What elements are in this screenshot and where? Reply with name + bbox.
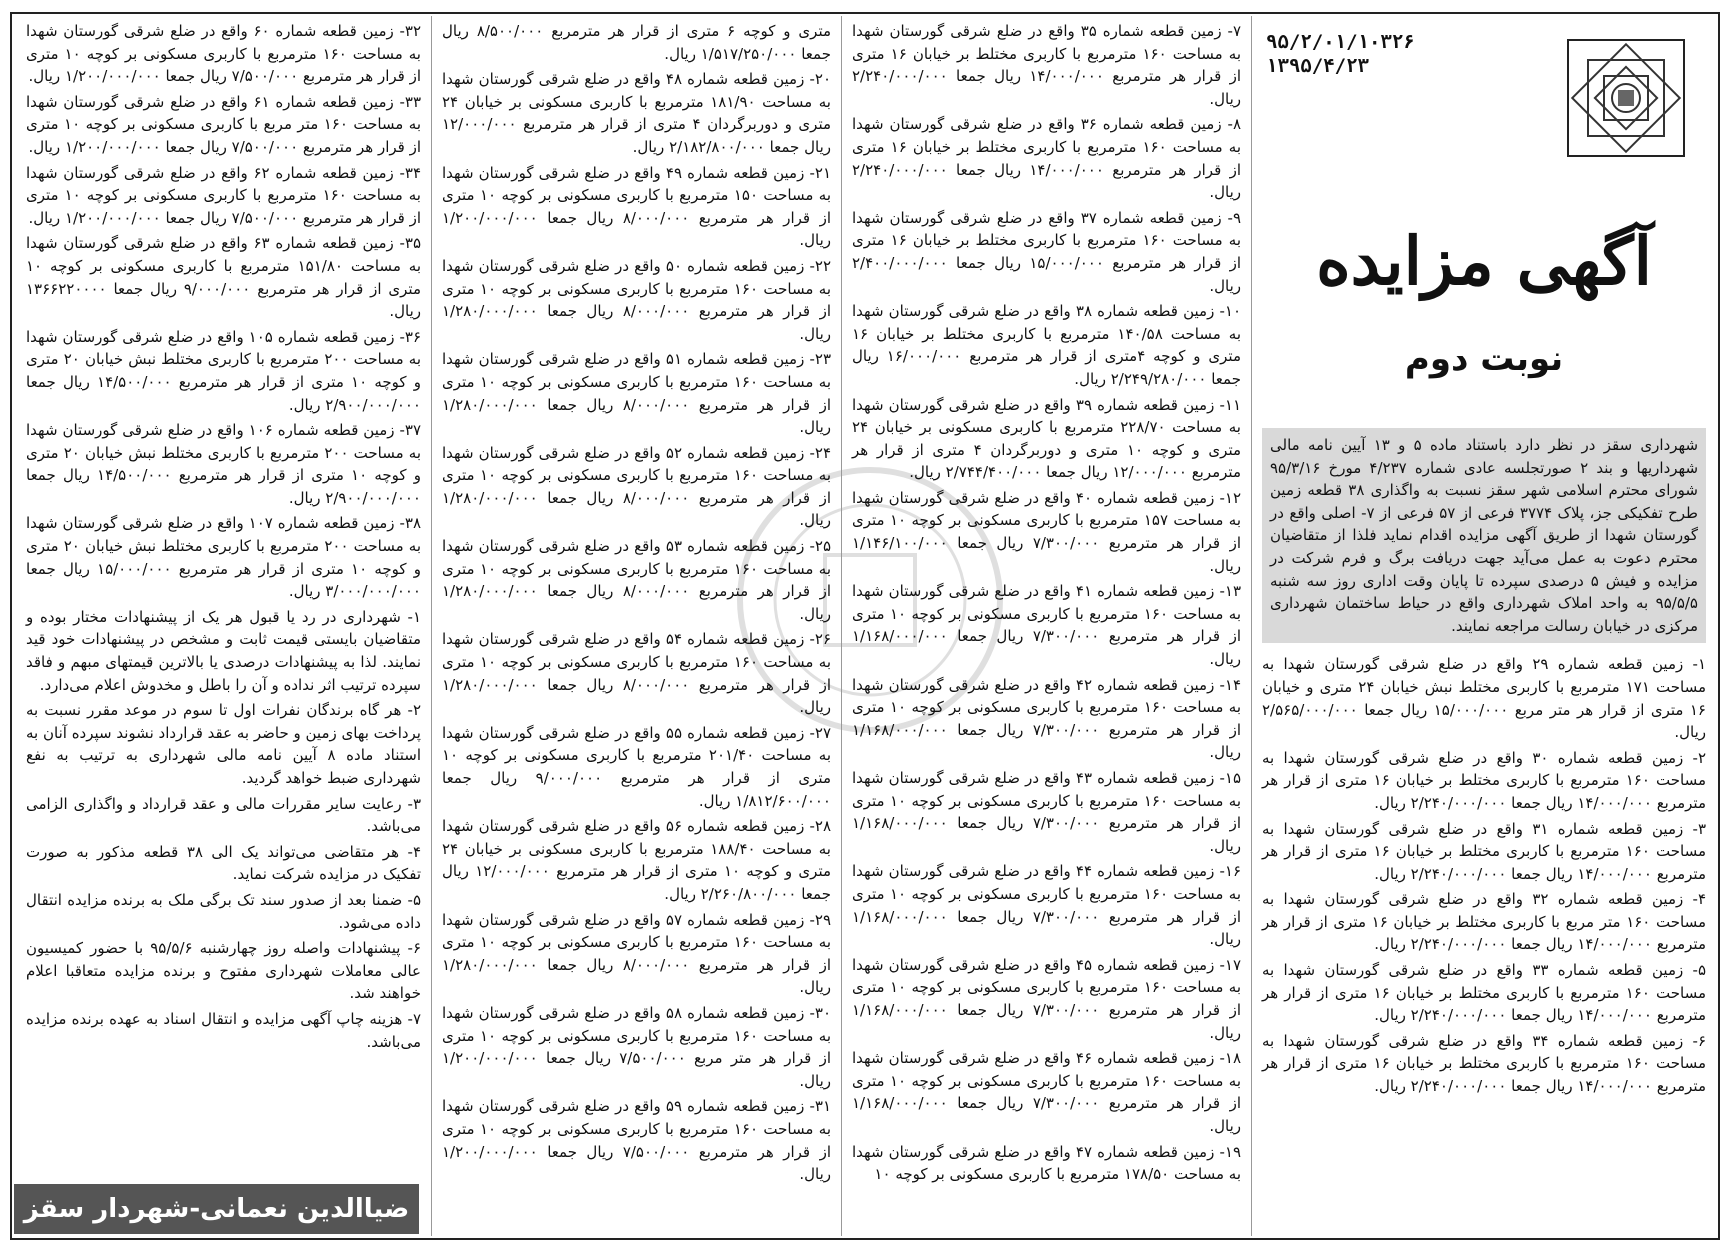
column-4 bbox=[1251, 16, 1716, 1236]
notice-subtitle: نوبت دوم bbox=[1404, 339, 1564, 379]
column-2 bbox=[431, 16, 841, 1236]
condition-item: ۳- رعایت سایر مقررات مالی و عقد قرارداد و واگذاری الزامی می‌باشد. bbox=[26, 794, 421, 836]
list-item: ۱۳- زمین قطعه شماره ۴۱ واقع در ضلع شرقی گورستان شهدا به مساحت ۱۶۰ مترمربع با کاربری مسکونی بر کوچه ۱۰ متری از قرار هر مترمربع ۷/۳۰۰/۰۰۰ ریال جمعا ۱/۱۶۸/۰۰۰/۰۰۰ ریال. bbox=[852, 582, 1242, 669]
col4-list bbox=[1262, 653, 1706, 1097]
list-item: ۱۶- زمین قطعه شماره ۴۴ واقع در ضلع شرقی گورستان شهدا به مساحت ۱۶۰ مترمربع با کاربری مسکونی بر کوچه ۱۰ متری از قرار هر مترمربع ۷/۳۰۰/۰۰۰ ریال جمعا ۱/۱۶۸/۰۰۰/۰۰۰ ریال. bbox=[852, 862, 1242, 949]
reference-number: ۹۵/۲/۰۱/۱۰۳۲۶ bbox=[1266, 31, 1415, 53]
list-item: ۲۸- زمین قطعه شماره ۵۶ واقع در ضلع شرقی گورستان شهدا به مساحت ۱۸۸/۴۰ مترمربع با کاربری مسکونی بر خیابان ۲۴ متری و کوچه ۱۰ متری از قرار هر مترمربع ۱۲/۰۰۰/۰۰۰ ریال جمعا ۲/۲۶۰/۸۰۰/۰۰۰ ریال. bbox=[442, 817, 832, 903]
condition-item: ۱- شهرداری در رد یا قبول هر یک از پیشنهادات مختار بوده و متقاضیان بایستی قیمت ثابت و مشخص در پیشنهادات خود قید نمایند. لذا به پیشنهادات درصدی یا بالاترین قیمتهای مبهم و فاقد سپرده ترتیب اثر نداده و آن را باطل و مخدوش اعلام می‌دارد. bbox=[26, 607, 421, 694]
list-item: ۱۵- زمین قطعه شماره ۴۳ واقع در ضلع شرقی گورستان شهدا به مساحت ۱۶۰ مترمربع با کاربری مسکونی بر کوچه ۱۰ متری از قرار هر مترمربع ۷/۳۰۰/۰۰۰ ریال جمعا ۱/۱۶۸/۰۰۰/۰۰۰ ریال. bbox=[852, 769, 1242, 855]
list-item: ۱۱- زمین قطعه شماره ۳۹ واقع در ضلع شرقی گورستان شهدا به مساحت ۲۲۸/۷۰ مترمربع با کاربری مسکونی بر خیابان ۲۴ متری و کوچه ۱۰ متری و دوربرگردان ۴ متری از قرار هر مترمربع ۱۲/۰۰۰/۰۰۰ ریال جمعا ۲/۷۴۴/۴۰۰/۰۰۰ ریال. bbox=[852, 395, 1242, 482]
condition-item: ۴- هر متقاضی می‌تواند یک الی ۳۸ قطعه مذکور به صورت تفکیک در مزایده شرکت نماید. bbox=[26, 842, 421, 884]
condition-item: ۲- هر گاه برندگان نفرات اول تا سوم در موعد مقرر نسبت به پرداخت بهای زمین و حاضر به عقد قرارداد نشوند سپرده آنان به استناد ماده ۸ آیین نامه مالی شهرداری به ترتیب به نفع شهرداری ضبط خواهد گردید. bbox=[26, 701, 421, 787]
list-item: ۴- زمین قطعه شماره ۳۲ واقع در ضلع شرقی گورستان شهدا به مساحت ۱۶۰ متر مربع با کاربری مختلط بر خیابان ۱۶ متری از قرار هر مترمربع ۱۴/۰۰۰/۰۰۰ ریال جمعا ۲/۲۴۰/۰۰۰/۰۰۰ ریال. bbox=[1262, 890, 1707, 954]
list-item: ۷- زمین قطعه شماره ۳۵ واقع در ضلع شرقی گورستان شهدا به مساحت ۱۶۰ مترمربع با کاربری مختلط بر خیابان ۱۶ متری از قرار هر مترمربع ۱۴/۰۰۰/۰۰۰ ریال جمعا ۲/۲۴۰/۰۰۰/۰۰۰ ریال. bbox=[852, 22, 1241, 108]
list-item: ۳۲- زمین قطعه شماره ۶۰ واقع در ضلع شرقی گورستان شهدا به مساحت ۱۶۰ مترمربع با کاربری مسکونی بر کوچه ۱۰ متری از قرار هر مترمربع ۷/۵۰۰/۰۰۰ ریال جمعا ۱/۲۰۰/۰۰۰/۰۰۰ ریال. bbox=[26, 22, 422, 86]
notice-title: آگهی مزایده bbox=[1316, 222, 1652, 300]
list-item: ۳۸- زمین قطعه شماره ۱۰۷ واقع در ضلع شرقی گورستان شهدا به مساحت ۲۰۰ مترمربع با کاربری مختلط نبش خیابان ۲۰ متری و کوچه ۱۰ متری از قرار هر مترمربع ۱۵/۰۰۰/۰۰۰ ریال جمعا ۳/۰۰۰/۰۰۰/۰۰۰ ریال. bbox=[26, 514, 422, 601]
list-item: ۳۴- زمین قطعه شماره ۶۲ واقع در ضلع شرقی گورستان شهدا به مساحت ۱۶۰ مترمربع با کاربری مسکونی بر کوچه ۱۰ متری از قرار هر مترمربع ۷/۵۰۰/۰۰۰ ریال جمعا ۱/۲۰۰/۰۰۰/۰۰۰ ریال. bbox=[26, 163, 422, 227]
list-item: ۲۴- زمین قطعه شماره ۵۲ واقع در ضلع شرقی گورستان شهدا به مساحت ۱۶۰ مترمربع با کاربری مسکونی بر کوچه ۱۰ متری از قرار هر مترمربع ۸/۰۰۰/۰۰۰ ریال جمعا ۱/۲۸۰/۰۰۰/۰۰۰ ریال. bbox=[442, 443, 832, 530]
list-item: ۱۴- زمین قطعه شماره ۴۲ واقع در ضلع شرقی گورستان شهدا به مساحت ۱۶۰ مترمربع با کاربری مسکونی بر کوچه ۱۰ متری از قرار هر مترمربع ۷/۳۰۰/۰۰۰ ریال جمعا ۱/۱۶۸/۰۰۰/۰۰۰ ریال. bbox=[852, 675, 1242, 762]
list-item: ۳۰- زمین قطعه شماره ۵۸ واقع در ضلع شرقی گورستان شهدا به مساحت ۱۶۰ مترمربع با کاربری مسکونی بر کوچه ۱۰ متری از قرار هر متر مربع ۷/۵۰۰/۰۰۰ ریال جمعا ۱/۲۰۰/۰۰۰/۰۰۰ ریال. bbox=[442, 1003, 832, 1090]
list-item: ۶- زمین قطعه شماره ۳۴ واقع در ضلع شرقی گورستان شهدا به مساحت ۱۶۰ مترمربع با کاربری مختلط بر خیابان ۱۶ متری از قرار هر مترمربع ۱۴/۰۰۰/۰۰۰ ریال جمعا ۲/۲۴۰/۰۰۰/۰۰۰ ریال. bbox=[1262, 1031, 1707, 1096]
list-item: ۲- زمین قطعه شماره ۳۰ واقع در ضلع شرقی گورستان شهدا به مساحت ۱۶۰ مترمربع با کاربری مختلط بر خیابان ۱۶ متری از قرار هر مترمربع ۱۴/۰۰۰/۰۰۰ ریال جمعا ۲/۲۴۰/۰۰۰/۰۰۰ ریال. bbox=[1262, 748, 1707, 812]
list-item: ۸- زمین قطعه شماره ۳۶ واقع در ضلع شرقی گورستان شهدا به مساحت ۱۶۰ مترمربع با کاربری مختلط بر خیابان ۱۶ متری از قرار هر مترمربع ۱۴/۰۰۰/۰۰۰ ریال جمعا ۲/۲۴۰/۰۰۰/۰۰۰ ریال. bbox=[852, 115, 1241, 202]
list-item: ۱- زمین قطعه شماره ۲۹ واقع در ضلع شرقی گورستان شهدا به مساحت ۱۷۱ مترمربع با کاربری مختلط نبش خیابان ۲۴ متری و خیابان ۱۶ متری از قرار هر متر مربع ۱۵/۰۰۰/۰۰۰ ریال جمعا ۲/۵۶۵/۰۰۰/۰۰۰ ریال. bbox=[1262, 655, 1707, 742]
reference-block bbox=[1266, 30, 1415, 78]
list-item: ۲۹- زمین قطعه شماره ۵۷ واقع در ضلع شرقی گورستان شهدا به مساحت ۱۶۰ مترمربع با کاربری مسکونی بر کوچه ۱۰ متری از قرار هر مترمربع ۸/۰۰۰/۰۰۰ ریال جمعا ۱/۲۸۰/۰۰۰/۰۰۰ ریال. bbox=[442, 910, 832, 997]
list-item: ۲۶- زمین قطعه شماره ۵۴ واقع در ضلع شرقی گورستان شهدا به مساحت ۱۶۰ مترمربع با کاربری مسکونی بر کوچه ۱۰ متری از قرار هر مترمربع ۸/۰۰۰/۰۰۰ ریال جمعا ۱/۲۸۰/۰۰۰/۰۰۰ ریال. bbox=[442, 630, 832, 717]
column-3 bbox=[841, 16, 1251, 1236]
list-item: ۳۵- زمین قطعه شماره ۶۳ واقع در ضلع شرقی گورستان شهدا به مساحت ۱۵۱/۸۰ مترمربع با کاربری مسکونی بر کوچه ۱۰ متری از قرار هر مترمربع ۹/۰۰۰/۰۰۰ ریال جمعا ۱۳۶۶۲۲۰۰۰۰ ریال. bbox=[26, 234, 422, 321]
list-item: ۳- زمین قطعه شماره ۳۱ واقع در ضلع شرقی گورستان شهدا به مساحت ۱۶۰ مترمربع با کاربری مختلط بر خیابان ۱۶ متری از قرار هر مترمربع ۱۴/۰۰۰/۰۰۰ ریال جمعا ۲/۲۴۰/۰۰۰/۰۰۰ ریال. bbox=[1262, 819, 1707, 883]
mayor-signature: ضیاالدین نعمانی-شهردار سقز bbox=[14, 1184, 419, 1234]
list-item: ۱۹- زمین قطعه شماره ۴۷ واقع در ضلع شرقی گورستان شهدا به مساحت ۱۷۸/۵۰ مترمربع با کاربری مسکونی بر کوچه ۱۰ bbox=[852, 1142, 1242, 1184]
list-item: ۱۷- زمین قطعه شماره ۴۵ واقع در ضلع شرقی گورستان شهدا به مساحت ۱۶۰ مترمربع با کاربری مسکونی بر کوچه ۱۰ متری از قرار هر مترمربع ۷/۳۰۰/۰۰۰ ریال جمعا ۱/۱۶۸/۰۰۰/۰۰۰ ریال. bbox=[852, 955, 1242, 1042]
list-item: ۳۳- زمین قطعه شماره ۶۱ واقع در ضلع شرقی گورستان شهدا به مساحت ۱۶۰ متر مربع با کاربری مسکونی بر کوچه ۱۰ متری از قرار هر مترمربع ۷/۵۰۰/۰۰۰ ریال جمعا ۱/۲۰۰/۰۰۰/۰۰۰ ریال. bbox=[26, 92, 422, 156]
list-item: ۱۲- زمین قطعه شماره ۴۰ واقع در ضلع شرقی گورستان شهدا به مساحت ۱۵۷ مترمربع با کاربری مسکونی بر کوچه ۱۰ متری از قرار هر مترمربع ۷/۳۰۰/۰۰۰ ریال جمعا ۱/۱۴۶/۱۰۰/۰۰۰ ریال. bbox=[852, 488, 1242, 575]
list-item: ۲۰- زمین قطعه شماره ۴۸ واقع در ضلع شرقی گورستان شهدا به مساحت ۱۸۱/۹۰ مترمربع با کاربری مسکونی بر خیابان ۲۴ متری و دوربرگردان ۴ متری از قرار هر مترمربع ۱۲/۰۰۰/۰۰۰ ریال جمعا ۲/۱۸۲/۸۰۰/۰۰۰ ریال. bbox=[442, 70, 832, 156]
condition-item: ۶- پیشنهادات واصله روز چهارشنبه ۹۵/۵/۶ با حضور کمیسیون عالی معاملات شهرداری مفتوح و برنده مزایده متعاقبا اعلام خواهند شد. bbox=[26, 939, 421, 1003]
column-1 bbox=[16, 16, 431, 1236]
list-item: ۳۷- زمین قطعه شماره ۱۰۶ واقع در ضلع شرقی گورستان شهدا به مساحت ۲۰۰ مترمربع با کاربری مختلط نبش خیابان ۲۰ متری و کوچه ۱۰ متری از قرار هر مترمربع ۱۴/۵۰۰/۰۰۰ ریال جمعا ۲/۹۰۰/۰۰۰/۰۰۰ ریال. bbox=[26, 421, 422, 507]
list-item: ۱۰- زمین قطعه شماره ۳۸ واقع در ضلع شرقی گورستان شهدا به مساحت ۱۴۰/۵۸ مترمربع با کاربری مختلط بر خیابان ۱۶ متری و کوچه ۴متری از قرار هر مترمربع ۱۶/۰۰۰/۰۰۰ ریال جمعا ۲/۲۴۹/۲۸۰/۰۰۰ ریال. bbox=[852, 302, 1242, 388]
columns-container bbox=[14, 16, 1716, 1236]
list-item: متری و کوچه ۶ متری از قرار هر مترمربع ۸/۵۰۰/۰۰۰ ریال جمعا ۱/۵۱۷/۲۵۰/۰۰۰ ریال. bbox=[442, 22, 832, 63]
list-item: ۱۸- زمین قطعه شماره ۴۶ واقع در ضلع شرقی گورستان شهدا به مساحت ۱۶۰ مترمربع با کاربری مسکونی بر کوچه ۱۰ متری از قرار هر مترمربع ۷/۳۰۰/۰۰۰ ریال جمعا ۱/۱۶۸/۰۰۰/۰۰۰ ریال. bbox=[852, 1049, 1242, 1135]
list-item: ۲۳- زمین قطعه شماره ۵۱ واقع در ضلع شرقی گورستان شهدا به مساحت ۱۶۰ مترمربع با کاربری مسکونی بر کوچه ۱۰ متری از قرار هر مترمربع ۸/۰۰۰/۰۰۰ ریال جمعا ۱/۲۸۰/۰۰۰/۰۰۰ ریال. bbox=[442, 350, 832, 437]
condition-item: ۷- هزینه چاپ آگهی مزایده و انتقال اسناد به عهده برنده مزایده می‌باشد. bbox=[26, 1009, 421, 1051]
list-item: ۳۶- زمین قطعه شماره ۱۰۵ واقع در ضلع شرقی گورستان شهدا به مساحت ۲۰۰ مترمربع با کاربری مختلط نبش خیابان ۲۰ متری و کوچه ۱۰ متری از قرار هر مترمربع ۱۴/۵۰۰/۰۰۰ ریال جمعا ۲/۹۰۰/۰۰۰/۰۰۰ ریال. bbox=[26, 327, 422, 414]
list-item: ۲۲- زمین قطعه شماره ۵۰ واقع در ضلع شرقی گورستان شهدا به مساحت ۱۶۰ مترمربع با کاربری مسکونی بر کوچه ۱۰ متری از قرار هر مترمربع ۸/۰۰۰/۰۰۰ ریال جمعا ۱/۲۸۰/۰۰۰/۰۰۰ ریال. bbox=[442, 256, 832, 343]
list-item: ۳۱- زمین قطعه شماره ۵۹ واقع در ضلع شرقی گورستان شهدا به مساحت ۱۶۰ مترمربع با کاربری مسکونی بر کوچه ۱۰ متری از قرار هر مترمربع ۷/۵۰۰/۰۰۰ ریال جمعا ۱/۲۰۰/۰۰۰/۰۰۰ ریال. bbox=[442, 1097, 832, 1184]
list-item: ۲۵- زمین قطعه شماره ۵۳ واقع در ضلع شرقی گورستان شهدا به مساحت ۱۶۰ مترمربع با کاربری مسکونی بر کوچه ۱۰ متری از قرار هر مترمربع ۸/۰۰۰/۰۰۰ ریال جمعا ۱/۲۸۰/۰۰۰/۰۰۰ ریال. bbox=[442, 537, 832, 623]
list-item: ۹- زمین قطعه شماره ۳۷ واقع در ضلع شرقی گورستان شهدا به مساحت ۱۶۰ مترمربع با کاربری مختلط بر خیابان ۱۶ متری از قرار هر مترمربع ۱۵/۰۰۰/۰۰۰ ریال جمعا ۲/۴۰۰/۰۰۰/۰۰۰ ریال. bbox=[852, 208, 1241, 295]
list-item: ۲۱- زمین قطعه شماره ۴۹ واقع در ضلع شرقی گورستان شهدا به مساحت ۱۵۰ مترمربع با کاربری مسکونی بر کوچه ۱۰ متری از قرار هر مترمربع ۸/۰۰۰/۰۰۰ ریال جمعا ۱/۲۰۰/۰۰۰/۰۰۰ ریال. bbox=[442, 163, 832, 250]
reference-date: ۱۳۹۵/۴/۲۳ bbox=[1266, 55, 1369, 77]
list-item: ۵- زمین قطعه شماره ۳۳ واقع در ضلع شرقی گورستان شهدا به مساحت ۱۶۰ مترمربع با کاربری مختلط بر خیابان ۱۶ متری از قرار هر مترمربع ۱۴/۰۰۰/۰۰۰ ریال جمعا ۲/۲۴۰/۰۰۰/۰۰۰ ریال. bbox=[1262, 961, 1707, 1025]
list-item: ۲۷- زمین قطعه شماره ۵۵ واقع در ضلع شرقی گورستان شهدا به مساحت ۲۰۱/۴۰ مترمربع با کاربری مسکونی بر کوچه ۱۰ متری از قرار هر مترمربع ۹/۰۰۰/۰۰۰ ریال جمعا ۱/۸۱۲/۶۰۰/۰۰۰ ریال. bbox=[442, 723, 832, 810]
intro-paragraph: شهرداری سقز در نظر دارد باستناد ماده ۵ و ۱۳ آیین نامه مالی شهرداریها و بند ۲ صورتجلسه عادی شماره ۴/۲۳۷ مورخ ۹۵/۳/۱۶ شورای محترم اسلامی شهر سقز نسبت به واگذاری ۳۸ قطعه زمین طرح تفکیکی جز، پلاک ۳۷۷۴ فرعی از ۵۷ فرعی از ۷- اصلی واقع در گورستان شهدا از طریق آگهی مزایده اقدام نماید فلذا از متقاضیان محترم دعوت به عمل می‌آید جهت دریافت برگ و فرم شرکت در مزایده و فیش ۵ درصدی سپرده تا پایان وقت اداری روز سه شنبه ۹۵/۵/۵ به واحد املاک شهرداری واقع در حیاط ساختمان شهرداری مرکزی در خیابان رسالت مراجعه نمایند. bbox=[1262, 428, 1706, 643]
condition-item: ۵- ضمنا بعد از صدور سند تک برگی ملک به برنده مزایده انتقال داده می‌شود. bbox=[26, 890, 421, 932]
notice-header bbox=[1262, 20, 1706, 420]
municipality-emblem-icon bbox=[1566, 38, 1686, 158]
